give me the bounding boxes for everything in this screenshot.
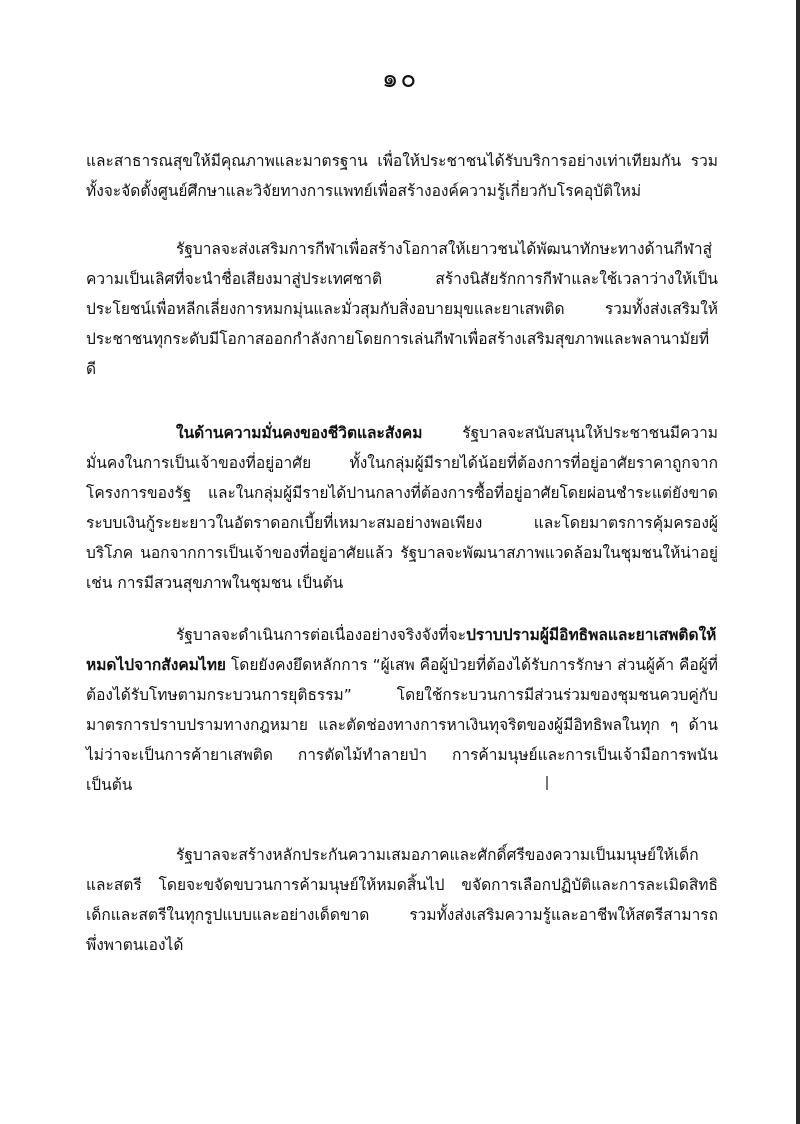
- paragraph-drug-intro: รัฐบาลจะดำเนินการต่อเนื่องอย่างจริงจังที่จะ: [176, 626, 467, 644]
- heading-life-social-security: ในด้านความมั่นคงของชีวิตและสังคม: [176, 424, 423, 442]
- paragraph-drug-text: โดยยังคงยึดหลักการ “ผู้เสพ คือผู้ป่วยที่ต้องได้รับการรักษา ส่วนผู้ค้า คือผู้ที่ต้องได้รับโทษตามกระบวนการยุติธรรม” โดยใช้กระบวนการมีส่วนร่วมของชุมชนควบคู่กับมาตรการปราบปรามทางกฎหมาย และตัดช่องทางการหาเงินทุจริตของผู้มีอิทธิพลในทุก ๆ ด้าน ไม่ว่าจะเป็นการค้ายาเสพติด การตัดไม้ทำลายป่า การค้ามนุษย์และการเป็นเจ้ามือการพนัน เป็นต้น: [86, 656, 718, 794]
- heading-suppress-influence-drugs: ปราบปรามผู้มีอิทธิพลและยาเสพติดให้หมดไปจากสังคมไทย: [86, 626, 717, 674]
- paragraph-housing-security: [86, 418, 718, 598]
- paragraph-women-children: รัฐบาลจะสร้างหลักประกันความเสมอภาคและศักดิ์ศรีของความเป็นมนุษย์ให้เด็กและสตรี โดยจะขจัดขบวนการค้ามนุษย์ให้หมดสิ้นไป ขจัดการเลือกปฏิบัติและการละเมิดสิทธิเด็กและสตรีในทุกรูปแบบและอย่างเด็ดขาด รวมทั้งส่งเสริมความรู้และอาชีพให้สตรีสามารถพึ่งพาตนเองได้: [86, 846, 718, 954]
- paragraph-drug-suppression: [86, 620, 718, 800]
- paragraph-sports: รัฐบาลจะส่งเสริมการกีฬาเพื่อสร้างโอกาสให้เยาวชนได้พัฒนาทักษะทางด้านกีฬาสู่ความเป็นเลิศที่จะนำชื่อเสียงมาสู่ประเทศชาติ สร้างนิสัยรักการกีฬาและใช้เวลาว่างให้เป็นประโยชน์เพื่อหลีกเลี่ยงการหมกมุ่นและมั่วสุมกับสิ่งอบายมุขและยาเสพติด รวมทั้งส่งเสริมให้ประชาชนทุกระดับมีโอกาสออกกำลังกายโดยการเล่นกีฬาเพื่อสร้างเสริมสุขภาพและพลานามัยที่ดี: [86, 240, 718, 378]
- paragraph-housing-text: รัฐบาลจะสนับสนุนให้ประชาชนมีความมั่นคงในการเป็นเจ้าของที่อยู่อาศัย ทั้งในกลุ่มผู้มีรายได้น้อยที่ต้องการที่อยู่อาศัยราคาถูกจากโครงการของรัฐ และในกลุ่มผู้มีรายได้ปานกลางที่ต้องการซื้อที่อยู่อาศัยโดยผ่อนชำระแต่ยังขาดระบบเงินกู้ระยะยาวในอัตราดอกเบี้ยที่เหมาะสมอย่างพอเพียง และโดยมาตรการคุ้มครองผู้บริโภค นอกจากการเป็นเจ้าของที่อยู่อาศัยแล้ว รัฐบาลจะพัฒนาสภาพแวดล้อมในชุมชนให้น่าอยู่ เช่น การมีสวนสุขภาพในชุมชน เป็นต้น: [86, 424, 718, 592]
- paragraph-health-continued: และสาธารณสุขให้มีคุณภาพและมาตรฐาน เพื่อให้ประชาชนได้รับบริการอย่างเท่าเทียมกัน รวมทั้งจะจัดตั้งศูนย์ศึกษาและวิจัยทางการแพทย์เพื่อสร้างองค์ความรู้เกี่ยวกับโรคอุบัติใหม่: [86, 152, 718, 200]
- page-number: ๑๐: [381, 64, 419, 94]
- scan-speck: [546, 776, 548, 790]
- scan-edge: [796, 0, 800, 1124]
